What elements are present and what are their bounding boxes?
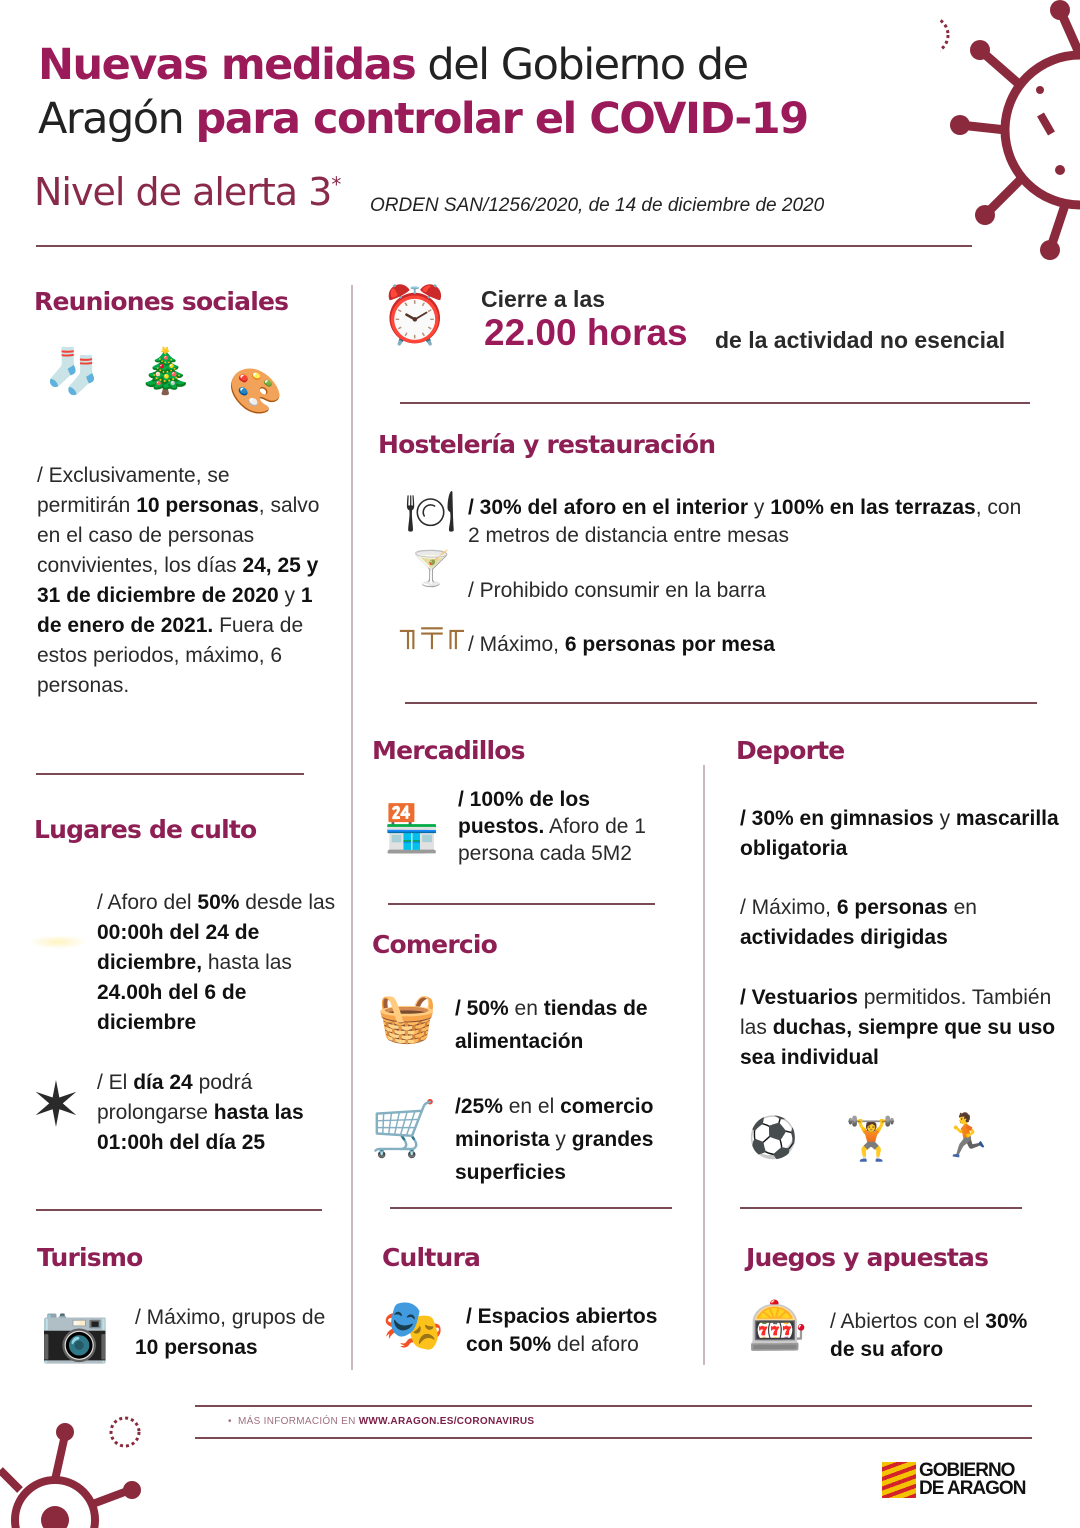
section-title-reuniones: Reuniones sociales: [34, 287, 289, 316]
aragon-flag-icon: [882, 1462, 916, 1498]
star-icon: ✶: [30, 1071, 82, 1140]
text-segment: 30% de su aforo: [830, 1310, 1028, 1361]
divider: [388, 903, 655, 905]
text-segment: / 30% en gimnasios: [740, 807, 934, 830]
section-title-hosteleria: Hostelería y restauración: [378, 430, 716, 459]
deporte-text-1: [740, 804, 1060, 864]
closing-label: Cierre a las: [481, 286, 606, 312]
text-segment: y: [549, 1128, 572, 1151]
weightlifter-icon: 🏋: [845, 1115, 898, 1162]
text-segment: Aforo de 1 persona cada 5M2: [458, 815, 646, 865]
camera-icon: 📷: [40, 1301, 110, 1364]
text-segment: 00:00h del 24 de diciembre,: [97, 921, 260, 974]
section-title-culto: Lugares de culto: [34, 815, 257, 844]
market-stall-icon: 🏪: [383, 802, 441, 854]
closing-description: de la actividad no esencial: [715, 327, 1006, 353]
text-segment: actividades dirigidas: [740, 926, 948, 949]
cultura-text: [466, 1303, 696, 1359]
section-title-juegos: Juegos y apuestas: [746, 1243, 989, 1272]
text-segment: 6 personas por mesa: [564, 633, 775, 656]
text-segment: /25%: [455, 1095, 503, 1118]
text-segment: / 50%: [455, 997, 509, 1020]
alarm-clock-icon: ⏰: [380, 283, 450, 346]
title-bold: para controlar el COVID-19: [195, 94, 808, 144]
title-regular: Aragón: [38, 94, 196, 144]
text-segment: / El: [97, 1071, 134, 1094]
text-segment: / Aforo del: [97, 891, 198, 914]
shopping-cart-icon: 🛒: [370, 1099, 438, 1159]
text-segment: MÁS INFORMACIÓN EN: [237, 1416, 359, 1427]
culto-text-2: [97, 1068, 337, 1158]
text-segment: / 30% del aforo en el interior: [468, 496, 749, 519]
alert-level: [34, 170, 340, 214]
text-segment: desde las: [239, 891, 336, 914]
text-segment: en el: [502, 1095, 561, 1118]
text-segment: 100% en las terrazas: [770, 496, 976, 519]
comercio-item-1: [455, 992, 695, 1058]
virus-icon: [0, 1410, 150, 1528]
section-title-mercadillos: Mercadillos: [372, 736, 525, 765]
text-segment: mascarilla obligatoria: [740, 807, 1059, 860]
text-segment: / Exclusivamente, se permitirán: [37, 464, 230, 517]
hosteleria-item-3: [468, 630, 775, 660]
divider: [351, 285, 353, 1370]
text-segment: 1 de enero de 2021.: [37, 584, 313, 637]
food-basket-icon: 🧺: [377, 992, 437, 1045]
divider: [400, 402, 1030, 404]
culto-text-1: [97, 888, 347, 1038]
text-segment: 6 personas: [836, 896, 948, 919]
footnote-mark: *: [331, 172, 341, 197]
text-segment: hasta las 01:00h del día 25: [97, 1101, 304, 1154]
text-segment: 10 personas: [136, 494, 259, 517]
divider: [195, 1437, 1032, 1439]
divider: [703, 765, 705, 1365]
more-info: • MÁS INFORMACIÓN EN WWW.ARAGON.ES/CORONAVIRUS: [228, 1416, 535, 1427]
text-segment: , salvo en el caso de personas convivientes, los días: [37, 494, 320, 577]
divider: [405, 702, 1037, 704]
text-segment: permitidos. También las: [740, 986, 1052, 1039]
text-segment: 50%: [197, 891, 240, 914]
alert-level-text: Nivel de alerta 3: [34, 170, 332, 214]
text-segment: / Abiertos con el: [830, 1310, 986, 1333]
soccer-ball-icon: ⚽: [748, 1116, 798, 1160]
text-segment: / Máximo, grupos de: [135, 1306, 326, 1329]
casino-chips-icon: 🎰: [748, 1300, 808, 1353]
runner-icon: 🏃: [940, 1112, 993, 1159]
text-segment: DE ARAGON: [919, 1478, 1026, 1499]
more-info-link[interactable]: WWW.ARAGON.ES/CORONAVIRUS: [358, 1416, 535, 1427]
divider: [740, 1207, 1022, 1209]
divider: [36, 773, 304, 775]
cocktail-icon: 🍸: [410, 550, 453, 588]
text-segment: del aforo: [551, 1333, 639, 1356]
section-title-turismo: Turismo: [37, 1243, 143, 1272]
juegos-text: [830, 1308, 1030, 1364]
text-segment: duchas, siempre que su uso sea individual: [740, 1016, 1056, 1069]
text-segment: tiendas de alimentación: [455, 997, 648, 1053]
title-bold: Nuevas medidas: [38, 40, 416, 90]
divider: [390, 1207, 672, 1209]
section-title-cultura: Cultura: [382, 1243, 481, 1272]
mercadillos-text: [458, 786, 678, 867]
text-segment: 24.00h del 6 de diciembre: [97, 981, 247, 1034]
text-segment: en: [508, 997, 544, 1020]
reuniones-text: [37, 461, 327, 701]
text-segment: y: [278, 584, 301, 607]
theater-masks-icon: 🎭: [382, 1297, 445, 1353]
order-reference: ORDEN SAN/1256/2020, de 14 de diciembre de 2020: [370, 195, 825, 216]
text-segment: / Máximo,: [740, 896, 837, 919]
gobierno-aragon-logo: [882, 1462, 1025, 1498]
page-title: [38, 38, 808, 146]
hosteleria-item-2: / Prohibido consumir en la barra: [468, 579, 766, 602]
text-segment: GOBIERNO: [919, 1460, 1015, 1481]
turismo-text: [135, 1303, 335, 1363]
text-segment: / Vestuarios: [740, 986, 858, 1009]
deporte-text-3: [740, 983, 1060, 1073]
comercio-item-2: [455, 1090, 695, 1189]
cloche-icon: 🍽: [405, 490, 456, 534]
text-segment: hasta las: [202, 951, 292, 974]
text-segment: 24, 25 y 31 de diciembre de 2020: [37, 554, 319, 607]
virus-icon: [940, 0, 1080, 260]
section-title-comercio: Comercio: [372, 930, 498, 959]
text-segment: 10 personas: [135, 1336, 258, 1359]
christmas-tree-icon: 🎄: [138, 347, 193, 396]
text-segment: podrá prolongarse: [97, 1071, 253, 1124]
text-segment: y: [748, 496, 771, 519]
text-segment: , con 2 metros de distancia entre mesas: [468, 496, 1022, 547]
text-segment: / Espacios abiertos con 50%: [466, 1305, 658, 1356]
divider: [195, 1405, 1032, 1407]
divider: [36, 245, 972, 247]
stocking-icon: 🧦: [45, 347, 100, 396]
text-segment: y: [933, 807, 956, 830]
hosteleria-item-1: [468, 494, 1038, 550]
table-chairs-icon: ╖╤╓: [400, 614, 464, 647]
text-segment: día 24: [133, 1071, 193, 1094]
text-segment: / Máximo,: [468, 633, 565, 656]
section-title-deporte: Deporte: [736, 736, 845, 765]
title-regular: del Gobierno de: [415, 40, 748, 90]
text-segment: en: [947, 896, 977, 919]
sparkle-icon: [28, 935, 88, 949]
text-segment: grandes superficies: [455, 1128, 654, 1184]
ornaments-icon: 🎨: [228, 367, 283, 416]
text-segment: comercio minorista: [455, 1095, 654, 1151]
text-segment: / 100% de los puestos.: [458, 788, 590, 838]
text-segment: Fuera de estos periodos, máximo, 6 personas.: [37, 614, 304, 697]
divider: [36, 1209, 322, 1211]
deporte-text-2: [740, 893, 1060, 953]
closing-time: 22.00 horas: [484, 312, 688, 353]
